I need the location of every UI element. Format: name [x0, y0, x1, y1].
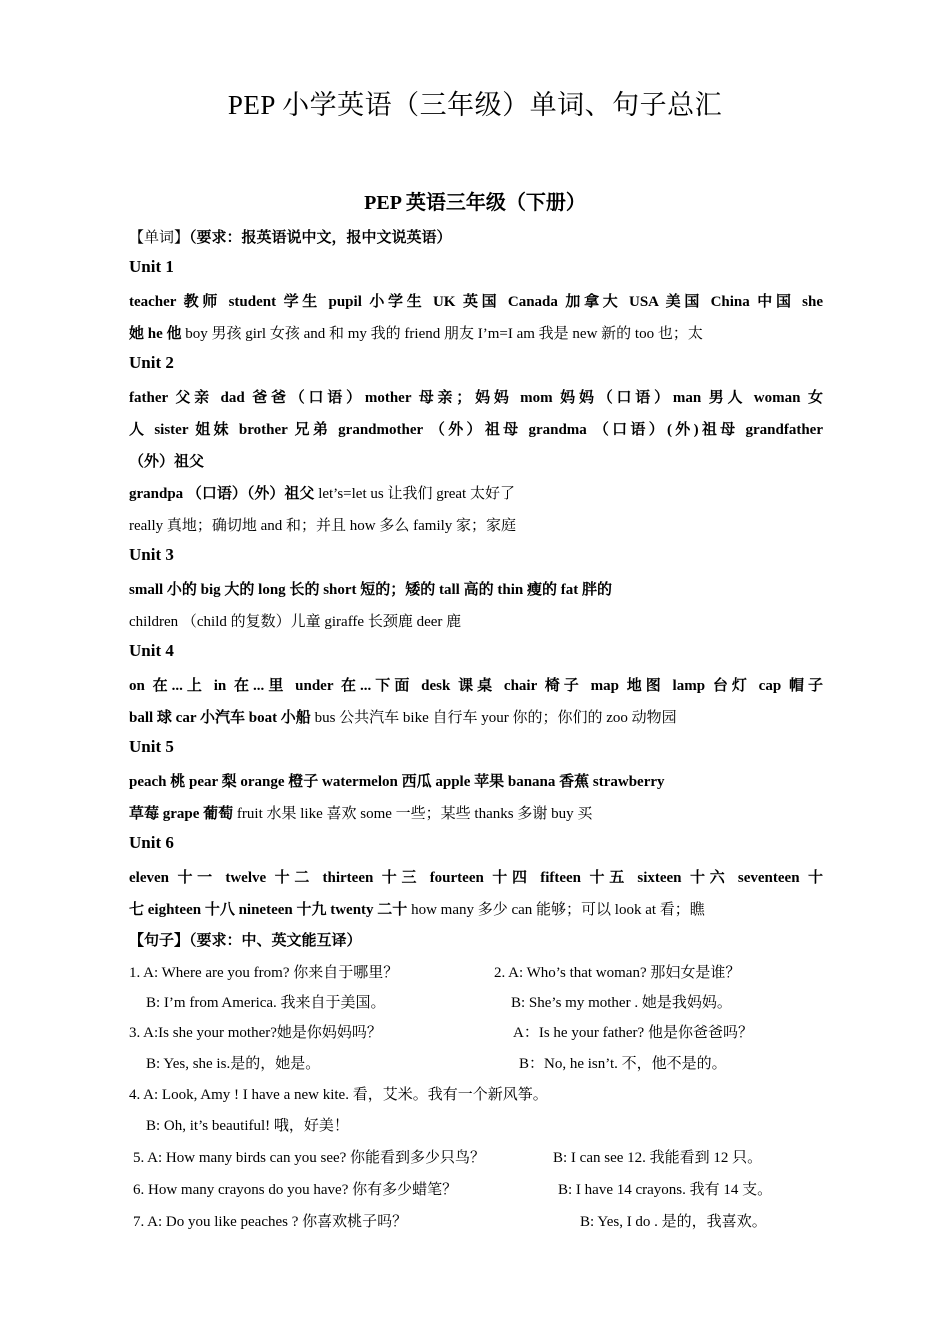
unit-2-line-2-bold: 人 sister 姐妹 brother 兄弟 grandmother （外）祖母 grandma （口语）(外)祖母 grandfather [129, 422, 823, 438]
unit-2-line-1 [129, 386, 823, 407]
unit-4-line-1-bold: on 在...上 in 在...里 under 在...下面 desk 课桌 chair 椅子 map 地图 lamp 台灯 cap 帽子 [129, 678, 823, 694]
unit-5-heading: Unit 5 [129, 737, 174, 756]
unit-2-heading: Unit 2 [129, 353, 174, 372]
unit-3-line-2 [129, 610, 461, 631]
sentence-3c: A：Is he your father? 他是你爸爸吗？ [513, 1025, 753, 1041]
sentence-7a: 7. A: Do you like peaches ? 你喜欢桃子吗？ [133, 1214, 408, 1230]
unit-3-line-2-normal: children （child 的复数）儿童 giraffe 长颈鹿 deer 鹿 [129, 614, 462, 630]
unit-1-line-1-bold: teacher 教师 student 学生 pupil 小学生 UK 英国 Canada 加拿大 USA 美国 China 中国 she [129, 294, 823, 310]
unit-2-line-5-normal: really 真地；确切地 and 和；并且 how 多么 family 家；家庭 [129, 518, 517, 534]
unit-5-line-2-bold: 草莓 grape 葡萄 [129, 806, 234, 822]
unit-4-line-2 [129, 706, 677, 727]
unit-2-line-3-bold: （外）祖父 [129, 454, 205, 470]
sentence-3b: B: Yes, she is.是的，她是。 [146, 1056, 321, 1072]
unit-2-line-4 [129, 482, 515, 503]
unit-6-line-1 [129, 866, 823, 887]
unit-2-line-4-normal: let’s=let us 让我们 great 太好了 [314, 486, 515, 502]
sentences-header-bracket: 【句子】 [129, 933, 190, 949]
unit-4-line-1 [129, 674, 823, 695]
sentence-7b: B: Yes, I do . 是的，我喜欢。 [580, 1214, 767, 1230]
words-header [129, 226, 452, 247]
unit-1-line-2 [129, 322, 703, 343]
sentence-4b: B: Oh, it’s beautiful! 哦，好美！ [146, 1118, 349, 1134]
sentence-5a: 5. A: How many birds can you see? 你能看到多少只鸟？ [133, 1150, 486, 1166]
sentences-header [129, 929, 362, 950]
sentence-6a: 6. How many crayons do you have? 你有多少蜡笔？ [133, 1182, 458, 1198]
unit-1-line-1 [129, 290, 823, 311]
unit-6-line-2-bold: 七 eighteen 十八 nineteen 十九 twenty 二十 [129, 902, 408, 918]
sentence-1a: 1. A: Where are you from? 你来自于哪里？ [129, 965, 399, 981]
sentence-5b: B: I can see 12. 我能看到 12 只。 [553, 1150, 763, 1166]
sentence-1b: B: I’m from America. 我来自于美国。 [146, 995, 386, 1011]
unit-4-line-2-normal: bus 公共汽车 bike 自行车 your 你的；你们的 zoo 动物园 [310, 710, 677, 726]
unit-6-line-2 [129, 898, 705, 919]
sentence-3a: 3. A:Is she your mother?她是你妈妈吗？ [129, 1025, 382, 1041]
words-header-bracket: 【单词】 [129, 230, 190, 246]
unit-5-line-2-normal: fruit 水果 like 喜欢 some 一些；某些 thanks 多谢 buy 买 [233, 806, 593, 822]
unit-2-line-5 [129, 514, 516, 535]
unit-1-line-2-bold: 她 he 他 [129, 326, 182, 342]
unit-6-heading: Unit 6 [129, 833, 174, 852]
sentences-header-note: （要求：中、英文能互译） [189, 933, 362, 949]
unit-5-line-2 [129, 802, 592, 823]
unit-2-line-2 [129, 418, 823, 439]
unit-6-line-1-bold: eleven 十一 twelve 十二 thirteen 十三 fourteen 十四 fifteen 十五 sixteen 十六 seventeen 十 [129, 870, 823, 886]
sentence-4a: 4. A: Look, Amy ! I have a new kite. 看，艾米。我有一个新风筝。 [129, 1087, 548, 1103]
sentence-6b: B: I have 14 crayons. 我有 14 支。 [558, 1182, 773, 1198]
unit-2-line-3 [129, 450, 204, 471]
unit-6-line-2-normal: how many 多少 can 能够；可以 look at 看；瞧 [407, 902, 705, 918]
unit-3-line-1 [129, 578, 612, 599]
sentence-3d: B：No, he isn’t. 不，他不是的。 [519, 1056, 727, 1072]
unit-3-line-1-bold: small 小的 big 大的 long 长的 short 短的；矮的 tall 高的 thin 瘦的 fat 胖的 [129, 582, 612, 598]
unit-2-line-4-bold: grandpa （口语）（外）祖父 [129, 486, 315, 502]
unit-1-heading: Unit 1 [129, 257, 174, 276]
unit-1-line-2-normal: boy 男孩 girl 女孩 and 和 my 我的 friend 朋友 I’m=I am 我是 new 新的 too 也；太 [181, 326, 703, 342]
section-subtitle: PEP 英语三年级（下册） [364, 192, 586, 214]
page-title: PEP 小学英语（三年级）单词、句子总汇 [227, 90, 723, 120]
words-header-note: （要求：报英语说中文，报中文说英语） [189, 230, 452, 246]
unit-2-line-1-bold: father 父亲 dad 爸爸（口语）mother 母亲；妈妈 mom 妈妈（口语）man 男人 woman 女 [129, 390, 823, 406]
unit-4-line-2-bold: ball 球 car 小汽车 boat 小船 [129, 710, 311, 726]
sentence-2a: 2. A: Who’s that woman? 那妇女是谁？ [494, 965, 741, 981]
unit-4-heading: Unit 4 [129, 641, 174, 660]
sentence-2b: B: She’s my mother . 她是我妈妈。 [511, 995, 732, 1011]
unit-5-line-1 [129, 770, 665, 791]
unit-3-heading: Unit 3 [129, 545, 174, 564]
unit-5-line-1-bold: peach 桃 pear 梨 orange 橙子 watermelon 西瓜 apple 苹果 banana 香蕉 strawberry [129, 774, 665, 790]
